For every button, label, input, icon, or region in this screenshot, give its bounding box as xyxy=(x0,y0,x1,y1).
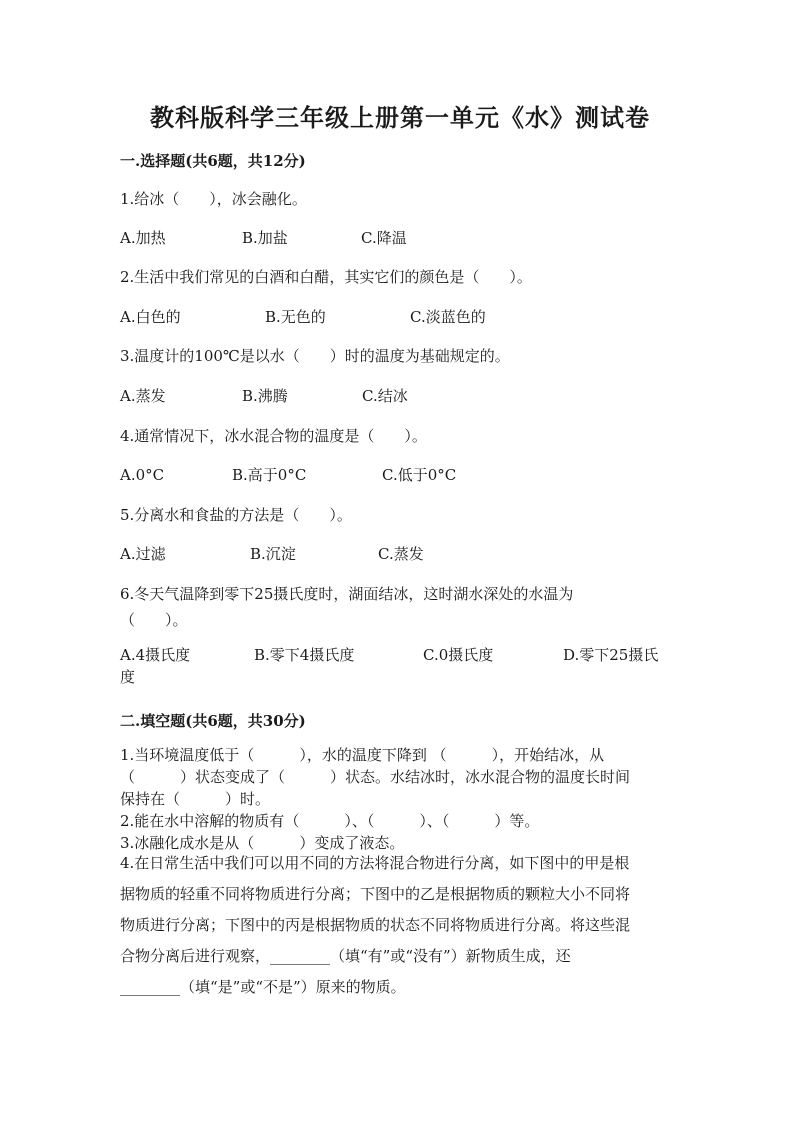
question-6-line: 6.冬天气温降到零下25摄氏度时，湖面结冰，这时湖水深处的水温为 xyxy=(120,585,574,603)
page-title: 教科版科学三年级上册第一单元《水》测试卷 xyxy=(150,103,650,132)
options-2 xyxy=(120,304,680,330)
option-b: B.加盐 xyxy=(242,229,288,247)
options-5 xyxy=(120,541,680,567)
question-1: 1.给冰（ ），冰会融化。 xyxy=(120,190,307,208)
option-a: A.白色的 xyxy=(120,308,181,326)
question-4: 4.通常情况下，冰水混合物的温度是（ ）。 xyxy=(120,427,427,445)
question-5: 5.分离水和食盐的方法是（ ）。 xyxy=(120,506,352,524)
option-c: C.降温 xyxy=(361,229,407,247)
fill-question-1-line: 保持在（ ）时。 xyxy=(120,790,271,808)
option-c: C.蒸发 xyxy=(378,545,424,563)
option-a: A.过滤 xyxy=(120,545,166,563)
option-c: C.淡蓝色的 xyxy=(410,308,486,326)
fill-question-1-line: 1.当环境温度低于（ ），水的温度下降到 （ ），开始结冰，从 xyxy=(120,746,605,764)
fill-question-1-line: （ ）状态变成了（ ）状态。水结冰时，冰水混合物的温度长时间 xyxy=(120,768,631,786)
fill-question-4-line: 物质进行分离；下图中的丙是根据物质的状态不同将物质进行分离。将这些混 xyxy=(120,916,631,934)
options-4 xyxy=(120,462,680,488)
option-b: B.高于0°C xyxy=(232,466,307,484)
option-b: B.沉淀 xyxy=(250,545,296,563)
options-1 xyxy=(120,225,680,251)
fill-question-2: 2.能在水中溶解的物质有（ ）、（ ）、（ ）等。 xyxy=(120,812,540,830)
fill-question-4-line: 4.在日常生活中我们可以用不同的方法将混合物进行分离，如下图中的甲是根 xyxy=(120,854,630,872)
option-c: C.低于0°C xyxy=(382,466,457,484)
fill-question-4-line: ________（填“是”或“不是”）原来的物质。 xyxy=(120,978,406,996)
option-d: D.零下25摄氏 xyxy=(563,646,659,664)
option-a: A.蒸发 xyxy=(120,387,166,405)
option-a: A.加热 xyxy=(120,229,166,247)
fill-question-4-line: 合物分离后进行观察，________（填“有”或“没有”）新物质生成，还 xyxy=(120,947,571,965)
question-3: 3.温度计的100℃是以水（ ）时的温度为基础规定的。 xyxy=(120,347,510,365)
option-a: A.4摄氏度 xyxy=(120,646,191,664)
option-b: B.无色的 xyxy=(265,308,326,326)
option-b: B.沸腾 xyxy=(242,387,288,405)
section-heading-fill: 二.填空题(共6题，共30分) xyxy=(120,712,306,730)
question-6-line: （ ）。 xyxy=(120,611,188,629)
question-6 xyxy=(120,581,680,633)
option-b: B.零下4摄氏度 xyxy=(254,646,355,664)
option-c: C.结冰 xyxy=(362,387,408,405)
fill-question-4-line: 据物质的轻重不同将物质进行分离；下图中的乙是根据物质的颗粒大小不同将 xyxy=(120,885,631,903)
option-a: A.0°C xyxy=(120,466,165,484)
options-3 xyxy=(120,383,680,409)
option-c: C.0摄氏度 xyxy=(423,646,494,664)
fill-question-4 xyxy=(120,848,680,1003)
fill-question-3: 3.冰融化成水是从（ ）变成了液态。 xyxy=(120,834,405,852)
section-heading-choice: 一.选择题(共6题，共12分) xyxy=(120,152,306,170)
option-d-wrap: 度 xyxy=(120,668,136,686)
fill-question-1 xyxy=(120,744,680,854)
question-2: 2.生活中我们常见的白酒和白醋，其实它们的颜色是（ ）。 xyxy=(120,268,532,286)
